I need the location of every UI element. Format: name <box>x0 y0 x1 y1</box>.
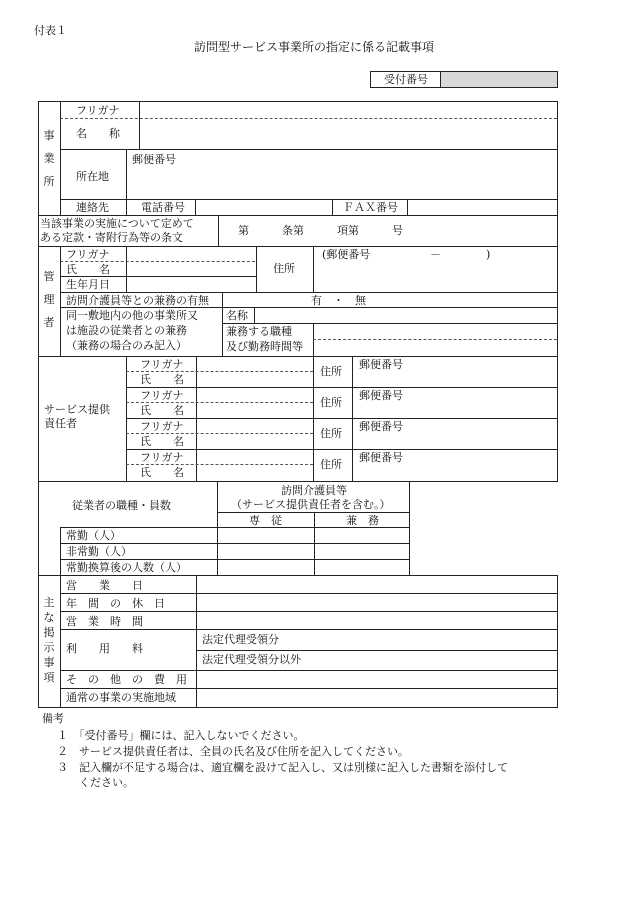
manager-furigana-label: フリガナ <box>66 248 110 261</box>
posted-hours-label: 営 業 時 間 <box>66 615 143 628</box>
note-2: ２ サービス提供責任者は、全員の氏名及び住所を記入してください。 <box>57 745 409 758</box>
manager-postal-dash: － <box>430 248 441 261</box>
staff-equivalent-shared-field[interactable] <box>316 560 408 574</box>
staff-row-fulltime: 常勤（人） <box>66 529 121 542</box>
articles-label-1: 当該事業の実施について定めて <box>40 217 194 230</box>
posted-other-costs-field[interactable] <box>198 671 556 687</box>
posted-business-days-field[interactable] <box>198 576 556 592</box>
posted-holidays-field[interactable] <box>198 594 556 610</box>
manager-other-job-label-1: 兼務する職種 <box>226 325 292 338</box>
staff-row-equivalent: 常勤換算後の人数（人） <box>66 561 187 574</box>
office-section-2: 業 <box>43 152 55 165</box>
staff-equivalent-full-field[interactable] <box>219 560 313 574</box>
manager-concurrent-value[interactable]: 有 ・ 無 <box>311 294 366 307</box>
posted-section-6: 項 <box>43 671 55 684</box>
office-fax-field[interactable] <box>409 200 556 214</box>
posted-section-3: 掲 <box>43 626 55 639</box>
posted-other-costs-label: そ の 他 の 費 用 <box>66 673 187 686</box>
manager-postal-close: ) <box>486 248 491 261</box>
provider-1-name-label: 氏 名 <box>140 373 184 386</box>
provider-1-address-label: 住所 <box>320 365 342 378</box>
provider-1-furigana-label: フリガナ <box>140 358 184 371</box>
posted-section-5: 事 <box>43 656 55 669</box>
office-phone-label: 電話番号 <box>141 201 185 214</box>
staff-label: 従業者の職種・員数 <box>72 499 171 512</box>
office-postal-label: 郵便番号 <box>132 153 176 166</box>
manager-other-name-field[interactable] <box>256 308 555 322</box>
staff-parttime-shared-field[interactable] <box>316 544 408 558</box>
manager-other-label-1: 同一敷地内の他の事業所又 <box>66 309 198 322</box>
note-3-continued: ください。 <box>57 776 134 789</box>
receipt-number-field[interactable] <box>441 72 557 87</box>
posted-fees-label: 利 用 料 <box>66 642 143 655</box>
manager-section-2: 理 <box>43 293 55 306</box>
staff-shared-header: 兼 務 <box>346 514 379 527</box>
posted-fee-2-label: 法定代理受領分以外 <box>202 653 301 666</box>
provider-3-postal-label: 郵便番号 <box>359 420 403 433</box>
provider-4-postal-label: 郵便番号 <box>359 451 403 464</box>
provider-2-furigana-label: フリガナ <box>140 389 184 402</box>
office-name-label: 名 称 <box>76 127 120 140</box>
manager-concurrent-label: 訪問介護員等との兼務の有無 <box>66 294 209 307</box>
manager-birth-field[interactable] <box>128 277 254 291</box>
manager-other-label-2: は施設の従業者との兼務 <box>66 324 187 337</box>
manager-other-job-label-2: 及び勤務時間等 <box>226 340 303 353</box>
provider-3-furigana-label: フリガナ <box>140 420 184 433</box>
manager-name-label: 氏 名 <box>66 263 110 276</box>
provider-label-1: サービス提供 <box>44 403 110 416</box>
note-3: ３ 記入欄が不足する場合は、適宜欄を設けて記入し、又は別様に記入した書類を添付して <box>57 761 508 774</box>
manager-name-field[interactable] <box>128 262 254 276</box>
provider-2-name-field[interactable] <box>198 403 311 417</box>
manager-birth-label: 生年月日 <box>66 278 110 291</box>
manager-other-job-field[interactable] <box>315 324 555 355</box>
office-address-field[interactable] <box>128 168 555 196</box>
staff-fulltime-shared-field[interactable] <box>316 528 408 542</box>
provider-2-postal-label: 郵便番号 <box>359 389 403 402</box>
manager-other-label-3: （兼務の場合のみ記入） <box>66 339 187 352</box>
posted-section-4: 示 <box>43 641 55 654</box>
provider-label-2: 責任者 <box>44 417 77 430</box>
manager-section-3: 者 <box>43 316 55 329</box>
manager-address-label: 住所 <box>273 262 295 275</box>
posted-fee-1-label: 法定代理受領分 <box>202 633 279 646</box>
posted-area-field[interactable] <box>198 689 556 706</box>
office-phone-field[interactable] <box>197 200 330 214</box>
provider-3-name-label: 氏 名 <box>140 435 184 448</box>
posted-section-1: 主 <box>43 596 55 609</box>
provider-3-name-field[interactable] <box>198 434 311 448</box>
notes-heading: 備考 <box>42 712 64 725</box>
staff-row-parttime: 非常勤（人） <box>66 545 132 558</box>
posted-section-2: な <box>43 611 55 624</box>
office-fax-label: ＦＡＸ番号 <box>343 201 398 214</box>
form-title: 訪問型サービス事業所の指定に係る記載事項 <box>194 40 435 54</box>
manager-section-1: 管 <box>43 270 55 283</box>
provider-4-name-field[interactable] <box>198 465 311 480</box>
provider-4-furigana-label: フリガナ <box>140 451 184 464</box>
staff-header-2: （サービス提供責任者を含む。） <box>231 498 391 511</box>
provider-4-address-label: 住所 <box>320 458 342 471</box>
provider-4-name-label: 氏 名 <box>140 466 184 479</box>
office-section-1: 事 <box>43 129 55 142</box>
articles-value[interactable]: 第 条第 項第 号 <box>238 224 403 237</box>
receipt-label: 受付番号 <box>384 73 428 86</box>
manager-address-field[interactable] <box>315 263 555 291</box>
staff-fulltime-full-field[interactable] <box>219 528 313 542</box>
manager-postal-open: (郵便番号 <box>322 248 371 261</box>
provider-3-address-label: 住所 <box>320 427 342 440</box>
office-section-3: 所 <box>43 175 55 188</box>
office-address-label: 所在地 <box>76 170 109 183</box>
posted-hours-field[interactable] <box>198 612 556 628</box>
staff-full-header: 専 従 <box>249 514 282 527</box>
provider-1-postal-label: 郵便番号 <box>359 358 403 371</box>
office-name-field[interactable] <box>141 119 555 149</box>
staff-parttime-full-field[interactable] <box>219 544 313 558</box>
posted-area-label: 通常の事業の実施地域 <box>66 691 176 704</box>
office-contact-label: 連絡先 <box>76 201 109 214</box>
provider-2-address-label: 住所 <box>320 396 342 409</box>
articles-label-2: ある定款・寄附行為等の条文 <box>40 231 183 244</box>
manager-other-name-label: 名称 <box>226 309 248 322</box>
posted-holidays-label: 年 間 の 休 日 <box>66 597 165 610</box>
appendix-label: 付表１ <box>34 24 67 37</box>
staff-header-1: 訪問介護員等 <box>281 484 347 497</box>
posted-business-days-label: 営 業 日 <box>66 579 143 592</box>
provider-2-name-label: 氏 名 <box>140 404 184 417</box>
provider-1-name-field[interactable] <box>198 372 311 386</box>
office-furigana-label: フリガナ <box>76 104 120 117</box>
note-1: １ 「受付番号」欄には、記入しないでください。 <box>57 729 305 742</box>
